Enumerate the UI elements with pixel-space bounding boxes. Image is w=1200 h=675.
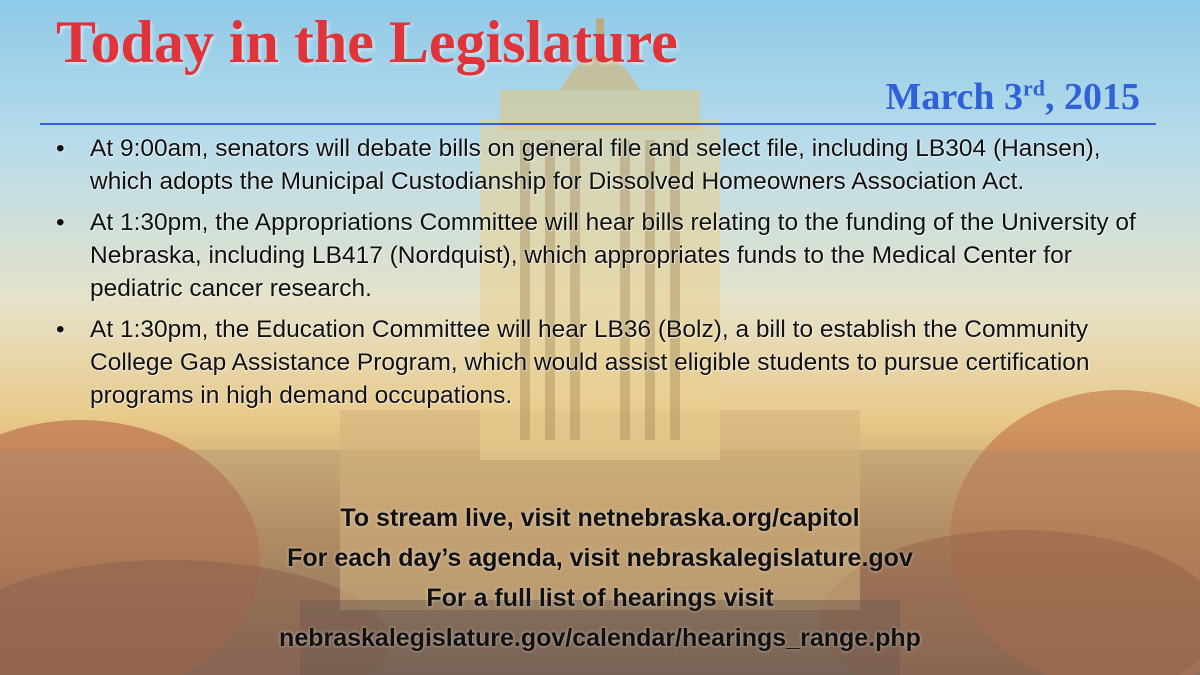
hearings-link-intro: For a full list of hearings visit xyxy=(426,584,774,612)
date-ordinal-suffix: rd xyxy=(1023,75,1045,101)
agenda-item-text: At 1:30pm, the Education Committee will hear LB36 (Bolz), a bill to establish the Community College Gap Assistance Program, which would assist eligible students to pursue certification programs in high demand occupations. xyxy=(90,316,1090,409)
bullet-icon: • xyxy=(56,135,65,162)
agenda-item xyxy=(50,132,1160,198)
agenda-list xyxy=(50,132,1160,420)
page-title: Today in the Legislature xyxy=(56,9,678,75)
footer-links xyxy=(0,498,1200,658)
header-divider xyxy=(40,123,1156,125)
agenda-item xyxy=(50,313,1160,412)
agenda-item-text: At 1:30pm, the Appropriations Committee will hear bills relating to the funding of the University of Nebraska, including LB417 (Nordquist), which appropriates funds to the Medical Center for pediatric cancer research. xyxy=(90,209,1136,302)
date-year: , 2015 xyxy=(1045,76,1140,118)
hearings-link-url: nebraskalegislature.gov/calendar/hearings_range.php xyxy=(279,624,921,652)
bullet-icon: • xyxy=(56,209,65,236)
agenda-link-text: For each day’s agenda, visit nebraskalegislature.gov xyxy=(287,544,913,572)
agenda-item xyxy=(50,206,1160,305)
stream-link-text: To stream live, visit netnebraska.org/capitol xyxy=(340,504,860,532)
date-month-day: March 3 xyxy=(885,76,1023,118)
date-label xyxy=(885,72,1140,122)
agenda-item-text: At 9:00am, senators will debate bills on general file and select file, including LB304 (Hansen), which adopts the Municipal Custodianship for Dissolved Homeowners Association Act. xyxy=(90,135,1101,195)
bullet-icon: • xyxy=(56,316,65,343)
